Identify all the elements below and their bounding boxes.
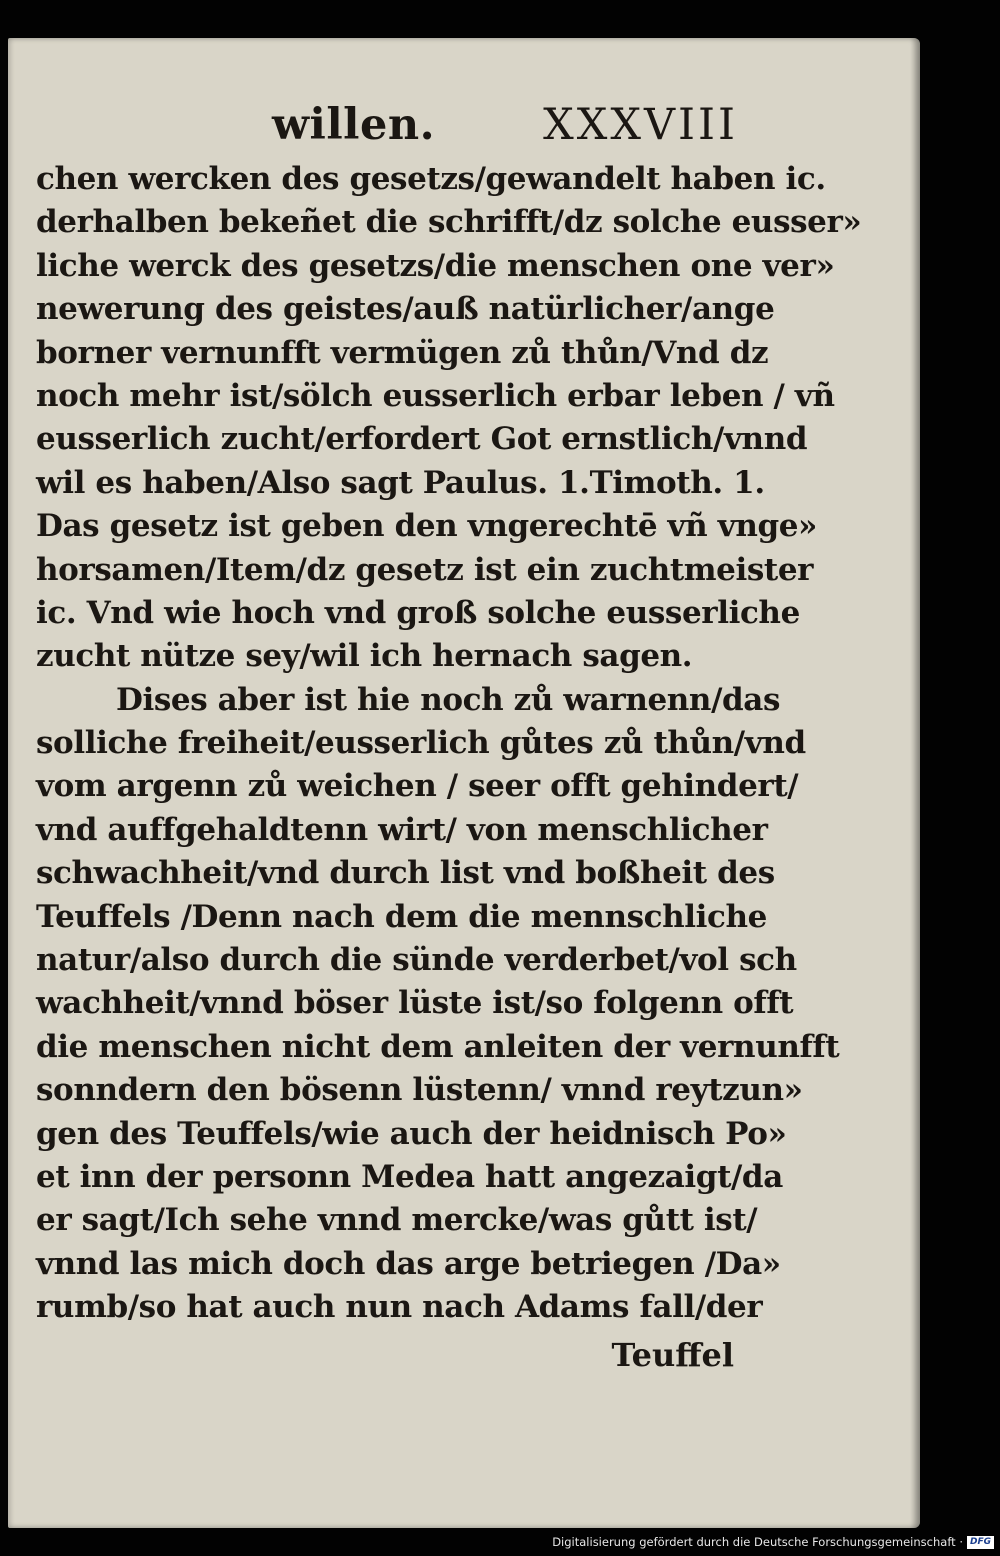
- text-line: borner vernunfft vermügen zů thůn/Vnd dz: [36, 334, 769, 371]
- text-line: schwachheit/vnd durch list vnd boßheit des: [36, 855, 775, 892]
- text-line: die menschen nicht dem anleiten der vernunfft: [36, 1028, 840, 1065]
- text-line: sonndern den bösenn lüstenn/ vnnd reytzun»: [36, 1072, 803, 1109]
- text-line: derhalben bekeñet die schrifft/dz solche eusser»: [36, 204, 862, 241]
- text-line: eusserlich zucht/erfordert Got ernstlich/vnnd: [36, 421, 808, 458]
- text-line: et inn der personn Medea hatt angezaigt/da: [36, 1158, 783, 1195]
- text-line: wil es haben/Also sagt Paulus. 1.Timoth. 1.: [36, 464, 765, 501]
- text-line: gen des Teuffels/wie auch der heidnisch Po»: [36, 1115, 787, 1152]
- footer-bar: [0, 1528, 1000, 1556]
- text-line: natur/also durch die sünde verderbet/vol sch: [36, 942, 797, 979]
- text-line: er sagt/Ich sehe vnnd mercke/was gůtt ist/: [36, 1202, 758, 1239]
- text-line: Das gesetz ist geben den vngerechtē vñ vnge»: [36, 508, 818, 545]
- text-line: rumb/so hat auch nun nach Adams fall/der: [36, 1289, 763, 1326]
- text-line: Teuffels /Denn nach dem die mennschliche: [36, 898, 767, 935]
- text-line: vnnd las mich doch das arge betriegen /Da»: [36, 1245, 781, 1282]
- text-line: noch mehr ist/sölch eusserlich erbar leben / vñ: [36, 377, 835, 414]
- text-line: horsamen/Item/dz gesetz ist ein zuchtmeister: [36, 551, 814, 588]
- body-text: [36, 158, 862, 1330]
- text-line: wachheit/vnnd böser lüste ist/so folgenn offt: [36, 985, 794, 1022]
- text-line: newerung des geistes/auß natürlicher/ange: [36, 291, 775, 328]
- folio-number: XXXVIII: [543, 100, 738, 150]
- funding-credit: Digitalisierung gefördert durch die Deutsche Forschungsgemeinschaft ·: [552, 1535, 963, 1549]
- book-page: [8, 38, 920, 1528]
- text-line: liche werck des gesetzs/die menschen one ver»: [36, 247, 835, 284]
- page-header: [36, 100, 736, 158]
- page-edge-shadow: [910, 38, 920, 1528]
- text-line: ic. Vnd wie hoch vnd groß solche eusserliche: [36, 594, 800, 631]
- text-line: zucht nütze sey/wil ich hernach sagen.: [36, 638, 693, 675]
- text-line: vnd auffgehaldtenn wirt/ von menschlicher: [36, 811, 768, 848]
- text-line: Dises aber ist hie noch zů warnenn/das: [116, 681, 780, 718]
- text-block: [36, 100, 862, 1380]
- dfg-logo: DFG: [967, 1536, 994, 1549]
- running-head: willen.: [272, 100, 436, 150]
- catchword: Teuffel: [611, 1335, 734, 1374]
- text-line: vom argenn zů weichen / seer offt gehindert/: [36, 768, 799, 805]
- text-line: solliche freiheit/eusserlich gůtes zů thůn/vnd: [36, 725, 806, 762]
- text-line: chen wercken des gesetzs/gewandelt haben ic.: [36, 161, 826, 197]
